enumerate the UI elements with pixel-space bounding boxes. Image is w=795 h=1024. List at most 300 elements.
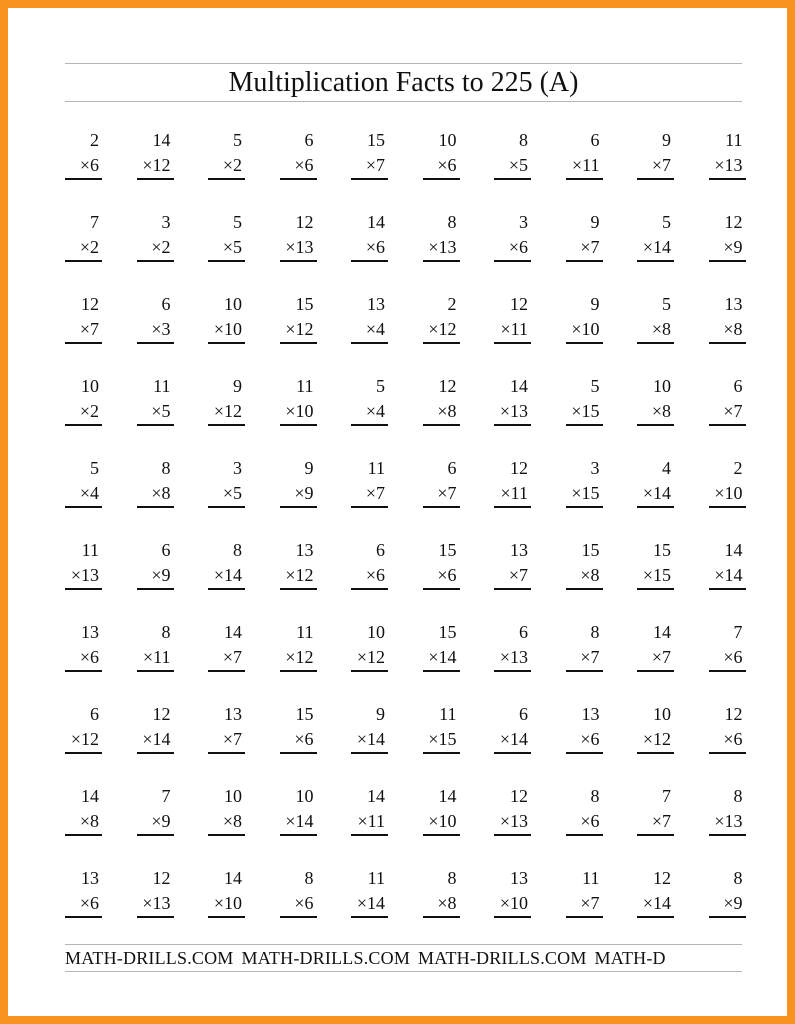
multiplicand: 10 xyxy=(81,376,99,396)
multiplication-problem xyxy=(137,866,174,920)
answer-line xyxy=(137,588,174,590)
multiplier: ×10 xyxy=(714,483,743,503)
worksheet-title: Multiplication Facts to 225 (A) xyxy=(228,67,579,98)
multiplier: ×14 xyxy=(499,729,528,749)
multiplier: ×14 xyxy=(642,237,671,257)
multiplier: ×15 xyxy=(642,565,671,585)
multiplier: ×12 xyxy=(213,401,242,421)
multiplication-problem xyxy=(709,456,746,510)
multiplication-problem xyxy=(494,620,531,674)
answer-line xyxy=(566,588,603,590)
multiplier: ×12 xyxy=(285,647,314,667)
multiplier: ×14 xyxy=(356,893,385,913)
multiplicand: 10 xyxy=(367,622,385,642)
multiplicand: 13 xyxy=(510,868,528,888)
multiplication-problem xyxy=(709,374,746,428)
multiplicand: 12 xyxy=(510,458,528,478)
multiplication-problem xyxy=(208,456,245,510)
multiplier: ×14 xyxy=(285,811,314,831)
answer-line xyxy=(709,752,746,754)
answer-line xyxy=(208,752,245,754)
multiplicand: 10 xyxy=(224,786,242,806)
multiplication-problem xyxy=(494,210,531,264)
answer-line xyxy=(423,670,460,672)
multiplication-problem xyxy=(137,128,174,182)
multiplication-problem xyxy=(423,128,460,182)
multiplicand: 3 xyxy=(233,458,242,478)
multiplication-problem xyxy=(65,702,102,756)
multiplicand: 7 xyxy=(161,786,171,806)
multiplicand: 11 xyxy=(153,376,171,396)
multiplication-problem xyxy=(351,866,388,920)
multiplication-problem xyxy=(137,538,174,592)
multiplier: ×5 xyxy=(222,483,242,503)
multiplicand: 15 xyxy=(367,130,385,150)
multiplication-problem xyxy=(423,620,460,674)
multiplier: ×7 xyxy=(580,647,600,667)
multiplier: ×15 xyxy=(571,401,600,421)
multiplication-problem xyxy=(65,866,102,920)
multiplicand: 9 xyxy=(376,704,385,724)
answer-line xyxy=(65,342,102,344)
multiplication-problem xyxy=(637,784,674,838)
answer-line xyxy=(65,424,102,426)
multiplier: ×12 xyxy=(285,565,314,585)
multiplicand: 11 xyxy=(725,130,743,150)
multiplication-problem xyxy=(280,292,317,346)
multiplicand: 2 xyxy=(90,130,99,150)
multiplication-problem xyxy=(637,456,674,510)
multiplier: ×8 xyxy=(651,319,671,339)
answer-line xyxy=(137,178,174,180)
multiplicand: 11 xyxy=(296,622,314,642)
answer-line xyxy=(351,588,388,590)
multiplication-problem xyxy=(208,210,245,264)
answer-line xyxy=(65,506,102,508)
multiplier: ×15 xyxy=(571,483,600,503)
answer-line xyxy=(208,916,245,918)
answer-line xyxy=(709,588,746,590)
multiplier: ×6 xyxy=(437,155,457,175)
multiplication-problem xyxy=(280,702,317,756)
multiplier: ×8 xyxy=(151,483,171,503)
multiplier: ×7 xyxy=(651,155,671,175)
multiplication-problem xyxy=(637,702,674,756)
answer-line xyxy=(280,752,317,754)
multiplication-problem xyxy=(423,456,460,510)
answer-line xyxy=(65,752,102,754)
multiplicand: 3 xyxy=(519,212,528,232)
multiplication-problem xyxy=(65,374,102,428)
answer-line xyxy=(137,342,174,344)
answer-line xyxy=(65,670,102,672)
multiplier: ×9 xyxy=(723,893,743,913)
multiplication-problem xyxy=(351,374,388,428)
answer-line xyxy=(423,506,460,508)
multiplication-problem xyxy=(65,128,102,182)
multiplication-problem xyxy=(494,784,531,838)
multiplier: ×7 xyxy=(651,811,671,831)
multiplication-problem xyxy=(423,374,460,428)
multiplicand: 6 xyxy=(519,622,528,642)
answer-line xyxy=(566,670,603,672)
multiplication-problem xyxy=(637,292,674,346)
multiplier: ×6 xyxy=(365,565,385,585)
multiplicand: 8 xyxy=(733,786,743,806)
multiplicand: 6 xyxy=(733,376,743,396)
multiplier: ×12 xyxy=(428,319,457,339)
multiplicand: 12 xyxy=(724,704,743,724)
multiplier: ×6 xyxy=(79,155,99,175)
multiplier: ×8 xyxy=(651,401,671,421)
multiplicand: 12 xyxy=(152,868,171,888)
multiplier: ×7 xyxy=(365,483,385,503)
multiplication-problem xyxy=(494,538,531,592)
multiplier: ×13 xyxy=(714,155,743,175)
answer-line xyxy=(637,260,674,262)
multiplication-problem xyxy=(709,620,746,674)
multiplication-problem xyxy=(137,210,174,264)
multiplication-problem xyxy=(280,210,317,264)
multiplication-problem xyxy=(65,292,102,346)
answer-line xyxy=(351,916,388,918)
answer-line xyxy=(709,834,746,836)
answer-line xyxy=(137,670,174,672)
answer-line xyxy=(351,342,388,344)
multiplication-problem xyxy=(709,866,746,920)
answer-line xyxy=(137,506,174,508)
multiplication-problem xyxy=(351,292,388,346)
answer-line xyxy=(423,834,460,836)
multiplier: ×5 xyxy=(508,155,528,175)
answer-line xyxy=(65,260,102,262)
answer-line xyxy=(280,916,317,918)
multiplicand: 8 xyxy=(304,868,314,888)
multiplicand: 14 xyxy=(152,130,171,150)
multiplication-problem xyxy=(137,784,174,838)
multiplicand: 14 xyxy=(367,212,385,232)
answer-line xyxy=(637,506,674,508)
multiplicand: 14 xyxy=(81,786,99,806)
multiplier: ×7 xyxy=(651,647,671,667)
multiplicand: 14 xyxy=(224,868,242,888)
multiplier: ×14 xyxy=(428,647,457,667)
multiplier: ×6 xyxy=(294,729,314,749)
multiplication-problem xyxy=(423,866,460,920)
multiplicand: 13 xyxy=(295,540,314,560)
answer-line xyxy=(280,342,317,344)
multiplier: ×2 xyxy=(79,237,99,257)
answer-line xyxy=(566,834,603,836)
multiplicand: 10 xyxy=(295,786,314,806)
multiplication-problem xyxy=(137,702,174,756)
multiplication-problem xyxy=(137,292,174,346)
multiplication-problem xyxy=(637,620,674,674)
answer-line xyxy=(65,916,102,918)
multiplicand: 13 xyxy=(510,540,528,560)
answer-line xyxy=(137,916,174,918)
multiplier: ×10 xyxy=(428,811,457,831)
multiplier: ×7 xyxy=(222,647,242,667)
multiplication-problem xyxy=(566,210,603,264)
multiplier: ×6 xyxy=(723,729,743,749)
multiplicand: 13 xyxy=(367,294,385,314)
multiplicand: 5 xyxy=(90,458,99,478)
answer-line xyxy=(709,178,746,180)
answer-line xyxy=(351,670,388,672)
answer-line xyxy=(280,506,317,508)
multiplicand: 13 xyxy=(224,704,242,724)
multiplicand: 9 xyxy=(233,376,242,396)
multiplicand: 8 xyxy=(161,458,171,478)
multiplication-problem xyxy=(637,210,674,264)
multiplication-problem xyxy=(280,374,317,428)
multiplicand: 14 xyxy=(224,622,242,642)
multiplier: ×14 xyxy=(213,565,242,585)
multiplier: ×7 xyxy=(222,729,242,749)
answer-line xyxy=(423,178,460,180)
multiplicand: 6 xyxy=(161,294,171,314)
answer-line xyxy=(423,424,460,426)
multiplicand: 9 xyxy=(590,212,600,232)
multiplier: ×6 xyxy=(79,647,99,667)
answer-line xyxy=(423,916,460,918)
multiplier: ×13 xyxy=(142,893,171,913)
multiplicand: 6 xyxy=(590,130,600,150)
multiplicand: 8 xyxy=(590,786,600,806)
multiplicand: 7 xyxy=(662,786,671,806)
multiplication-problem xyxy=(566,620,603,674)
answer-line xyxy=(351,752,388,754)
multiplier: ×9 xyxy=(723,237,743,257)
answer-line xyxy=(566,916,603,918)
multiplicand: 5 xyxy=(590,376,600,396)
multiplier: ×11 xyxy=(572,155,600,175)
answer-line xyxy=(137,260,174,262)
answer-line xyxy=(709,342,746,344)
answer-line xyxy=(208,260,245,262)
multiplier: ×14 xyxy=(642,893,671,913)
answer-line xyxy=(423,342,460,344)
multiplier: ×14 xyxy=(142,729,171,749)
answer-line xyxy=(637,834,674,836)
answer-line xyxy=(709,424,746,426)
multiplicand: 6 xyxy=(90,704,99,724)
answer-line xyxy=(423,752,460,754)
multiplier: ×10 xyxy=(285,401,314,421)
multiplicand: 9 xyxy=(304,458,314,478)
answer-line xyxy=(423,588,460,590)
multiplication-problem xyxy=(351,620,388,674)
multiplication-problem xyxy=(637,538,674,592)
multiplication-problem xyxy=(351,784,388,838)
multiplier: ×8 xyxy=(79,811,99,831)
multiplicand: 2 xyxy=(733,458,743,478)
multiplier: ×7 xyxy=(365,155,385,175)
multiplicand: 12 xyxy=(81,294,99,314)
multiplier: ×11 xyxy=(500,319,528,339)
footer-site-label: MATH-DRILLS.COM xyxy=(241,948,411,968)
multiplication-problem xyxy=(351,128,388,182)
multiplier: ×6 xyxy=(580,811,600,831)
multiplication-problem xyxy=(280,128,317,182)
answer-line xyxy=(208,424,245,426)
multiplicand: 12 xyxy=(152,704,171,724)
title-bar xyxy=(65,63,742,102)
multiplication-problem xyxy=(637,374,674,428)
multiplication-problem xyxy=(709,784,746,838)
answer-line xyxy=(65,588,102,590)
multiplicand: 10 xyxy=(438,130,457,150)
multiplication-problem xyxy=(423,538,460,592)
multiplier: ×6 xyxy=(723,647,743,667)
multiplicand: 11 xyxy=(81,540,99,560)
multiplier: ×8 xyxy=(437,401,457,421)
multiplication-problem xyxy=(208,292,245,346)
answer-line xyxy=(137,834,174,836)
multiplicand: 7 xyxy=(733,622,743,642)
multiplicand: 15 xyxy=(653,540,671,560)
multiplier: ×4 xyxy=(365,401,385,421)
multiplicand: 9 xyxy=(662,130,671,150)
multiplication-problem xyxy=(351,456,388,510)
multiplication-problem xyxy=(208,538,245,592)
multiplier: ×6 xyxy=(580,729,600,749)
multiplication-problem xyxy=(280,620,317,674)
multiplier: ×9 xyxy=(294,483,314,503)
multiplication-problem xyxy=(208,128,245,182)
multiplicand: 14 xyxy=(724,540,743,560)
multiplication-problem xyxy=(137,374,174,428)
multiplicand: 11 xyxy=(582,868,600,888)
multiplicand: 11 xyxy=(367,458,385,478)
footer-bar xyxy=(65,944,742,972)
multiplication-problem xyxy=(280,784,317,838)
multiplication-problem xyxy=(566,866,603,920)
answer-line xyxy=(494,752,531,754)
multiplier: ×4 xyxy=(365,319,385,339)
multiplier: ×9 xyxy=(151,811,171,831)
answer-line xyxy=(65,178,102,180)
multiplicand: 13 xyxy=(81,868,99,888)
answer-line xyxy=(280,260,317,262)
footer-site-label: MATH-D xyxy=(594,948,666,968)
multiplicand: 12 xyxy=(295,212,314,232)
multiplication-problem xyxy=(65,210,102,264)
multiplicand: 12 xyxy=(438,376,457,396)
multiplication-problem xyxy=(208,374,245,428)
multiplier: ×12 xyxy=(356,647,385,667)
multiplier: ×10 xyxy=(499,893,528,913)
answer-line xyxy=(637,752,674,754)
multiplicand: 14 xyxy=(510,376,528,396)
multiplicand: 11 xyxy=(296,376,314,396)
multiplier: ×11 xyxy=(500,483,528,503)
multiplication-problem xyxy=(280,866,317,920)
multiplication-problem xyxy=(709,210,746,264)
answer-line xyxy=(637,588,674,590)
multiplier: ×8 xyxy=(222,811,242,831)
multiplication-problem xyxy=(709,538,746,592)
multiplier: ×13 xyxy=(714,811,743,831)
answer-line xyxy=(494,670,531,672)
footer-site-label: MATH-DRILLS.COM xyxy=(65,948,234,968)
multiplicand: 13 xyxy=(724,294,743,314)
multiplication-problem xyxy=(494,128,531,182)
answer-line xyxy=(637,916,674,918)
answer-line xyxy=(494,916,531,918)
multiplier: ×6 xyxy=(79,893,99,913)
answer-line xyxy=(494,588,531,590)
answer-line xyxy=(566,178,603,180)
answer-line xyxy=(137,424,174,426)
multiplication-problem xyxy=(351,702,388,756)
multiplication-problem xyxy=(709,128,746,182)
multiplier: ×13 xyxy=(499,647,528,667)
multiplicand: 8 xyxy=(447,868,457,888)
multiplicand: 14 xyxy=(653,622,671,642)
multiplicand: 6 xyxy=(376,540,385,560)
multiplier: ×6 xyxy=(294,893,314,913)
multiplicand: 15 xyxy=(295,704,314,724)
multiplicand: 8 xyxy=(233,540,242,560)
multiplier: ×6 xyxy=(508,237,528,257)
multiplication-problem xyxy=(566,456,603,510)
multiplicand: 3 xyxy=(161,212,171,232)
multiplier: ×13 xyxy=(499,811,528,831)
multiplication-problem xyxy=(208,866,245,920)
multiplication-problem xyxy=(280,538,317,592)
multiplier: ×3 xyxy=(151,319,171,339)
answer-line xyxy=(637,178,674,180)
multiplicand: 8 xyxy=(161,622,171,642)
answer-line xyxy=(280,424,317,426)
answer-line xyxy=(709,506,746,508)
answer-line xyxy=(280,834,317,836)
multiplicand: 14 xyxy=(367,786,385,806)
multiplicand: 2 xyxy=(447,294,457,314)
multiplicand: 13 xyxy=(581,704,600,724)
multiplication-problem xyxy=(423,292,460,346)
multiplicand: 12 xyxy=(724,212,743,232)
answer-line xyxy=(280,670,317,672)
answer-line xyxy=(566,424,603,426)
multiplication-problem xyxy=(137,456,174,510)
multiplicand: 6 xyxy=(161,540,171,560)
multiplier: ×6 xyxy=(437,565,457,585)
multiplicand: 8 xyxy=(590,622,600,642)
multiplication-problem xyxy=(494,702,531,756)
multiplicand: 11 xyxy=(439,704,457,724)
answer-line xyxy=(494,178,531,180)
answer-line xyxy=(351,424,388,426)
multiplicand: 15 xyxy=(295,294,314,314)
multiplier: ×13 xyxy=(428,237,457,257)
answer-line xyxy=(280,178,317,180)
multiplier: ×5 xyxy=(151,401,171,421)
answer-line xyxy=(351,260,388,262)
multiplication-problem xyxy=(208,702,245,756)
multiplicand: 10 xyxy=(224,294,242,314)
answer-line xyxy=(351,506,388,508)
answer-line xyxy=(494,424,531,426)
multiplication-problem xyxy=(65,620,102,674)
multiplication-problem xyxy=(208,784,245,838)
multiplier: ×14 xyxy=(356,729,385,749)
multiplication-problem xyxy=(65,784,102,838)
multiplier: ×10 xyxy=(213,893,242,913)
answer-line xyxy=(637,342,674,344)
